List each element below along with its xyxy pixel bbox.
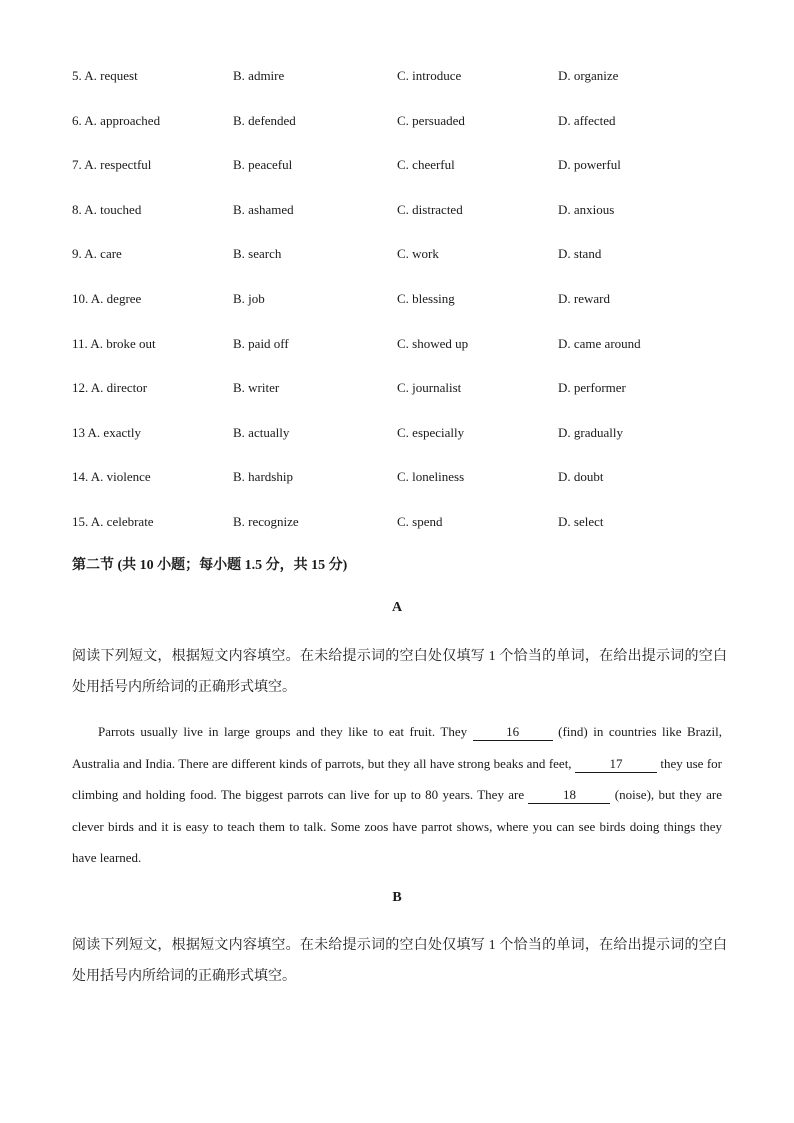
option-d: D. affected bbox=[558, 112, 616, 128]
option-b: B. recognize bbox=[233, 513, 299, 529]
option-c: C. showed up bbox=[397, 335, 469, 351]
option-a: 5. A. request bbox=[72, 68, 138, 83]
option-d: D. powerful bbox=[558, 157, 621, 173]
option-b: B. search bbox=[233, 246, 282, 262]
option-c: C. distracted bbox=[397, 201, 463, 217]
question-row bbox=[72, 334, 752, 379]
option-c: C. loneliness bbox=[397, 469, 465, 485]
question-row bbox=[72, 378, 752, 423]
option-c: C. spend bbox=[397, 513, 443, 529]
option-b: B. ashamed bbox=[233, 201, 294, 217]
option-a: 11. A. broke out bbox=[72, 335, 156, 351]
option-c: C. cheerful bbox=[397, 157, 455, 173]
blank-16[interactable]: 16 bbox=[473, 723, 553, 741]
part-b-label: B bbox=[392, 890, 402, 905]
option-d: D. reward bbox=[558, 290, 610, 306]
blank-18[interactable]: 18 bbox=[528, 786, 610, 804]
option-d: D. doubt bbox=[558, 469, 604, 485]
option-a: 6. A. approached bbox=[72, 112, 161, 128]
option-b: B. paid off bbox=[233, 335, 289, 351]
option-a: 13 A. exactly bbox=[72, 424, 141, 440]
part-a-label: A bbox=[391, 600, 403, 615]
option-b: B. hardship bbox=[233, 469, 293, 485]
question-row bbox=[72, 467, 752, 512]
option-a: 7. A. respectful bbox=[72, 157, 152, 173]
option-a: 12. A. director bbox=[72, 380, 148, 396]
option-d: D. organize bbox=[558, 68, 619, 83]
question-row bbox=[72, 512, 752, 557]
question-row bbox=[72, 200, 752, 245]
option-d: D. stand bbox=[558, 246, 602, 262]
option-d: D. gradually bbox=[558, 424, 623, 440]
section-heading: 第二节 (共 10 小题；每小题 1.5 分，共 15 分) bbox=[72, 558, 348, 573]
part-b-instructions: 阅读下列短文，根据短文内容填空。在未给提示词的空白处仅填写 1 个恰当的单词，在给出提示词的空白处用括号内所给词的正确形式填空。 bbox=[72, 938, 727, 984]
option-c: C. work bbox=[397, 246, 439, 262]
part-a-instructions: 阅读下列短文，根据短文内容填空。在未给提示词的空白处仅填写 1 个恰当的单词，在给出提示词的空白处用括号内所给词的正确形式填空。 bbox=[72, 649, 727, 695]
option-d: D. came around bbox=[558, 335, 641, 351]
option-c: C. introduce bbox=[397, 68, 462, 83]
question-row bbox=[72, 289, 752, 334]
option-b: B. job bbox=[233, 290, 265, 306]
option-b: B. admire bbox=[233, 68, 285, 83]
option-c: C. journalist bbox=[397, 380, 462, 396]
option-d: D. anxious bbox=[558, 201, 615, 217]
question-row bbox=[72, 423, 752, 468]
question-row bbox=[72, 244, 752, 289]
option-a: 9. A. care bbox=[72, 246, 122, 262]
passage-text: (find) in countries like Brazil, Australia and India. There are different kinds of parrots, but they all have strong beaks and feet, bbox=[72, 724, 723, 771]
option-b: B. writer bbox=[233, 380, 280, 396]
option-c: C. especially bbox=[397, 424, 465, 440]
option-b: B. peaceful bbox=[233, 157, 293, 173]
option-a: 10. A. degree bbox=[72, 290, 142, 306]
question-row bbox=[72, 111, 752, 156]
option-c: C. blessing bbox=[397, 290, 455, 306]
option-b: B. actually bbox=[233, 424, 290, 440]
passage bbox=[72, 716, 722, 874]
options-table bbox=[72, 66, 752, 557]
option-b: B. defended bbox=[233, 112, 296, 128]
option-d: D. performer bbox=[558, 380, 626, 396]
question-row bbox=[72, 66, 752, 111]
option-d: D. select bbox=[558, 513, 604, 529]
option-a: 14. A. violence bbox=[72, 469, 151, 485]
passage-text: they use for climbing and holding food. The biggest parrots can live for up to 80 years. They are bbox=[72, 755, 722, 802]
option-a: 15. A. celebrate bbox=[72, 513, 154, 529]
passage-text: (noise), but they are clever birds and it is easy to teach them to talk. Some zoos have parrot shows, where you can see birds doing things they have learned. bbox=[72, 787, 723, 865]
option-c: C. persuaded bbox=[397, 112, 465, 128]
blank-17[interactable]: 17 bbox=[575, 755, 657, 773]
passage-text: Parrots usually live in large groups and they like to eat fruit. They bbox=[98, 724, 473, 739]
option-a: 8. A. touched bbox=[72, 201, 142, 217]
question-row bbox=[72, 155, 752, 200]
